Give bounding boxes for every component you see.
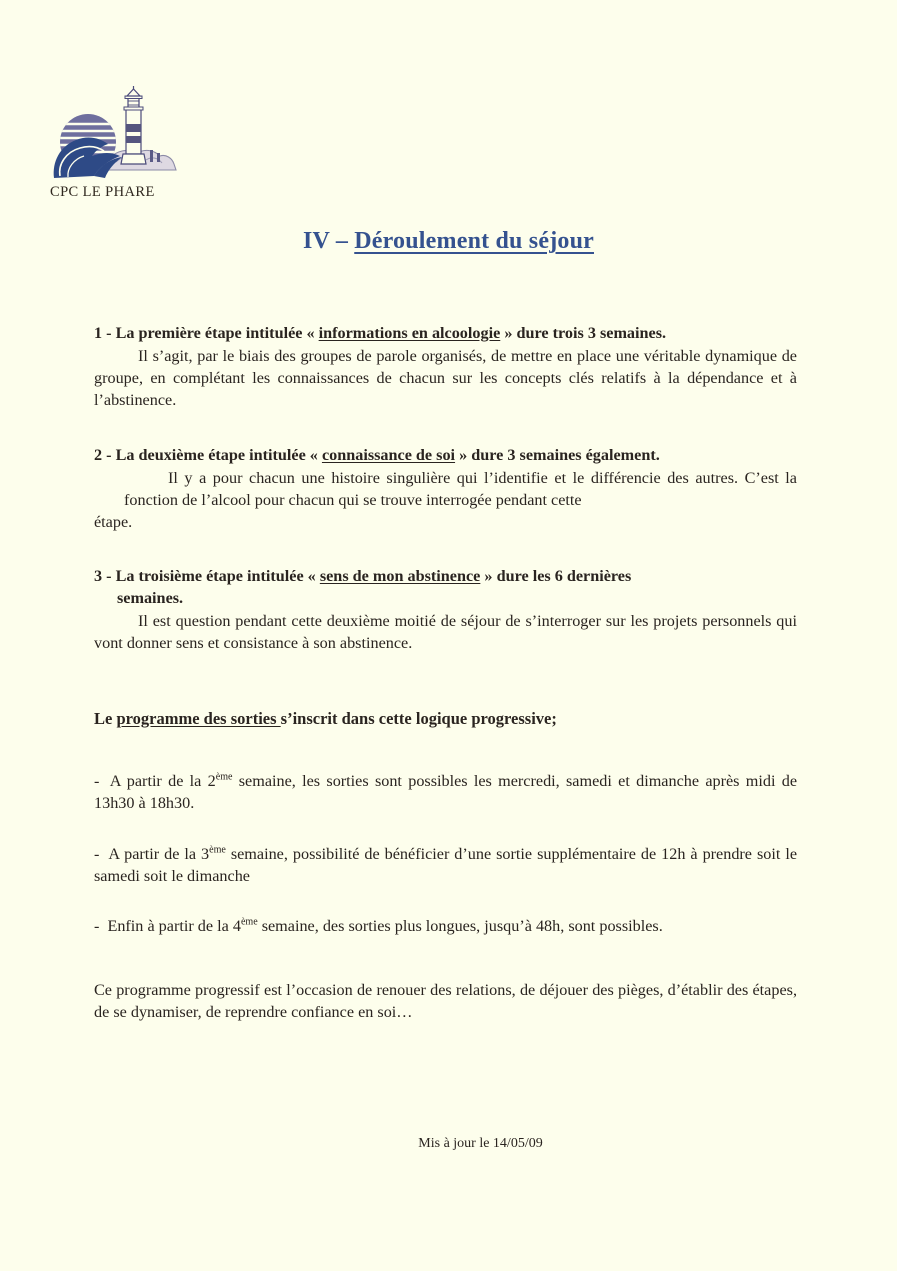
- programme-heading-after: s’inscrit dans cette logique progressive;: [280, 708, 557, 728]
- logo-block: [50, 84, 210, 201]
- section-3-body: [94, 610, 797, 654]
- programme-heading-underlined: programme des sorties: [116, 708, 281, 728]
- section-3-head-before: La troisième étape intitulée «: [115, 567, 320, 586]
- section-1-body: [94, 345, 797, 412]
- list-item: [94, 915, 797, 937]
- programme-heading: [94, 708, 797, 731]
- section-3-body-text: Il est question pendant cette deuxième moitié de séjour de s’interroger sur les projets personnels qui vont donner sens et consistance à son abstinence.: [94, 612, 797, 653]
- section-3-head-after: » dure les 6 dernières: [480, 567, 632, 586]
- section-3-heading: [94, 565, 797, 609]
- bullet-1-before: A partir de la 2: [109, 772, 216, 791]
- section-1: [94, 322, 797, 412]
- list-item: [94, 770, 797, 814]
- bullet-1-sup: ème: [215, 771, 233, 783]
- section-3-number: 3 -: [94, 567, 116, 586]
- bullet-3-before: Enfin à partir de la 4: [107, 916, 241, 935]
- section-3-head-quoted: sens de mon abstinence: [319, 567, 481, 586]
- programme-heading-before: Le: [94, 708, 117, 728]
- bullet-3-sup: ème: [240, 916, 258, 928]
- section-2-heading: [94, 444, 797, 466]
- section-2-head-quoted: connaissance de soi: [321, 445, 456, 464]
- document-body: [94, 322, 797, 1024]
- bullet-2-sup: ème: [209, 844, 226, 856]
- section-2-body: [94, 467, 797, 534]
- bullet-2-after: semaine, possibilité de bénéficier d’une sortie supplémentaire de 12h à prendre soit le samedi soit le dimanche: [94, 844, 798, 885]
- bullet-dash: -: [94, 772, 100, 791]
- closing-paragraph: Ce programme progressif est l’occasion de renouer des relations, de déjouer des pièges, d’établir des étapes, de se dynamiser, de reprendre confiance en soi…: [94, 981, 797, 1022]
- bullet-2-before: A partir de la 3: [108, 844, 210, 863]
- section-2-body-text: Il y a pour chacun une histoire singulière qui l’identifie et le différencie des autres. C’est la fonction de l’alcool pour chacun qui se trouve interrogée pendant cette: [124, 468, 797, 509]
- section-2: [94, 444, 797, 534]
- section-2-number: 2 -: [94, 445, 116, 464]
- bullet-3-after: semaine, des sorties plus longues, jusqu’à 48h, sont possibles.: [257, 916, 663, 935]
- section-1-heading: [94, 322, 797, 344]
- list-item: [94, 843, 797, 887]
- section-2-body-outdent: étape.: [94, 513, 133, 531]
- section-3: [94, 565, 797, 654]
- bullet-1-after: semaine, les sorties sont possibles les mercredi, samedi et dimanche après midi de 13h30 à 18h30.: [94, 772, 798, 813]
- section-1-body-text: Il s’agit, par le biais des groupes de parole organisés, de mettre en place une véritable dynamique de groupe, en complétant les connaissances de chacun sur les concepts clés relatifs à la dépendance et à l’abstinence.: [94, 347, 797, 410]
- section-2-head-after: » dure 3 semaines également.: [455, 445, 660, 464]
- section-2-head-before: La deuxième étape intitulée «: [115, 445, 322, 464]
- section-1-head-after: » dure trois 3 semaines.: [500, 324, 667, 342]
- section-1-head-quoted: informations en alcoologie: [318, 324, 501, 342]
- org-name: CPC LE PHARE: [50, 184, 155, 200]
- bullet-dash: -: [94, 844, 100, 863]
- page-title-prefix: IV –: [303, 228, 355, 255]
- bullet-dash: -: [94, 916, 100, 935]
- lighthouse-logo-icon: [50, 84, 180, 182]
- page-title: [0, 228, 897, 255]
- section-3-head-line2: semaines.: [117, 589, 184, 608]
- footer-updated: Mis à jour le 14/05/09: [418, 1136, 543, 1151]
- section-1-number: 1 -: [94, 324, 116, 342]
- page-title-main: Déroulement du séjour: [354, 228, 594, 255]
- section-1-head-before: La première étape intitulée «: [115, 324, 319, 342]
